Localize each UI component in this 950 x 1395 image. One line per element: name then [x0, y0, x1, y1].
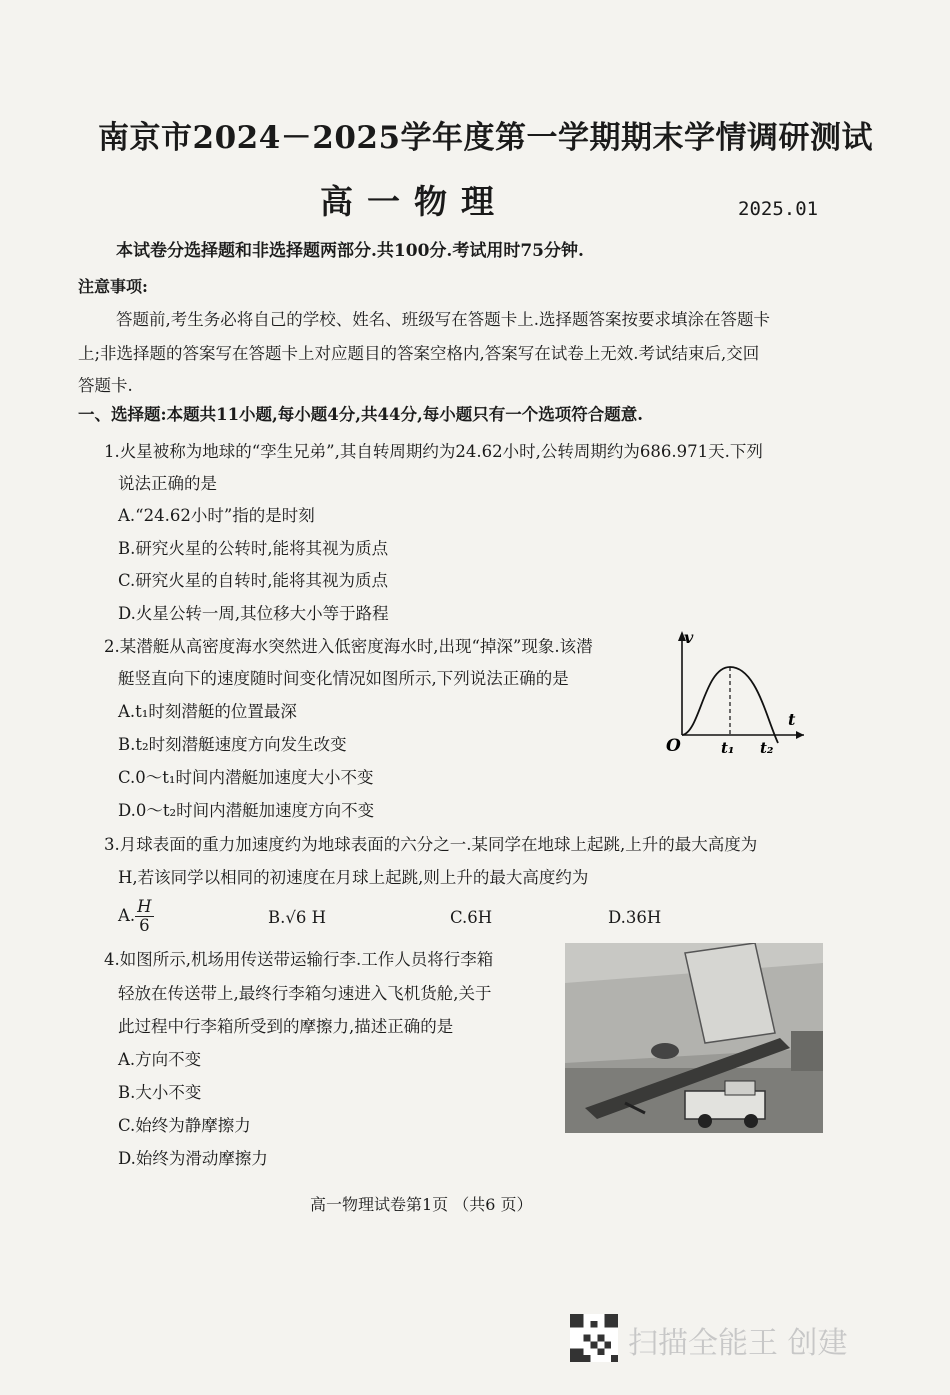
q3-option-a [118, 898, 154, 935]
t1-label: t₁ [721, 739, 735, 757]
q4-stem-line-1: 4.如图所示,机场用传送带运输行李.工作人员将行李箱 [104, 950, 494, 969]
notes-line-2: 上;非选择题的答案写在答题卡上对应题目的答案空格内,答案写在试卷上无效.考试结束后,交回 [78, 344, 760, 363]
aircraft-wheel [651, 1043, 679, 1059]
tug-wheel-front [698, 1114, 712, 1128]
q1-option-d: D.火星公转一周,其位移大小等于路程 [118, 604, 389, 623]
page-footer: 高一物理试卷第1页 （共6 页） [310, 1195, 533, 1214]
q4-option-d: D.始终为滑动摩擦力 [118, 1149, 268, 1168]
t2-label: t₂ [760, 739, 774, 757]
exam-title: 南京市2024－2025学年度第一学期期末学情调研测试 [98, 120, 874, 156]
exam-date: 2025.01 [738, 198, 819, 220]
v-label: v [684, 628, 694, 647]
q3-option-b: B.√6 H [268, 908, 327, 927]
q3-option-a-prefix: A. [118, 906, 136, 926]
fraction-denominator: 6 [139, 916, 150, 936]
q3-stem-line-2: H,若该同学以相同的初速度在月球上起跳,则上升的最大高度约为 [118, 868, 589, 887]
tug-wheel-rear [744, 1114, 758, 1128]
q1-option-c: C.研究火星的自转时,能将其视为质点 [118, 571, 389, 590]
conveyor-belt-photo [565, 943, 823, 1133]
q3-stem-line-1: 3.月球表面的重力加速度约为地球表面的六分之一.某同学在地球上起跳,上升的最大高度为 [104, 835, 758, 854]
q2-stem-line-2: 艇竖直向下的速度随时间变化情况如图所示,下列说法正确的是 [118, 669, 569, 688]
notes-line-1: 答题前,考生务必将自己的学校、姓名、班级写在答题卡上.选择题答案按要求填涂在答题卡 [116, 310, 770, 329]
q4-stem-line-2: 轻放在传送带上,最终行李箱匀速进入飞机货舱,关于 [118, 984, 492, 1003]
qr-code-icon [570, 1314, 618, 1362]
q4-option-b: B.大小不变 [118, 1083, 202, 1102]
loader-platform [791, 1031, 823, 1071]
q1-stem-line-2: 说法正确的是 [118, 474, 217, 493]
q2-option-d: D.0～t₂时间内潜艇加速度方向不变 [118, 801, 375, 820]
notes-heading: 注意事项: [78, 277, 148, 296]
q2-option-c: C.0～t₁时间内潜艇加速度大小不变 [118, 768, 374, 787]
q3-option-d: D.36H [608, 908, 662, 927]
origin-label: O [666, 736, 681, 756]
q4-stem-line-3: 此过程中行李箱所受到的摩擦力,描述正确的是 [118, 1017, 454, 1036]
q2-stem-line-1: 2.某潜艇从高密度海水突然进入低密度海水时,出现“掉深”现象.该潜 [104, 637, 593, 656]
velocity-time-graph [660, 627, 810, 757]
q3-option-c: C.6H [450, 908, 493, 927]
q4-option-a: A.方向不变 [118, 1050, 202, 1069]
section-heading: 一、选择题:本题共11小题,每小题4分,共44分,每小题只有一个选项符合题意. [78, 405, 643, 424]
scanner-watermark: 扫描全能王 创建 [628, 1326, 848, 1361]
q1-option-b: B.研究火星的公转时,能将其视为质点 [118, 539, 389, 558]
tug-cabin [725, 1081, 755, 1095]
q1-option-a: A.“24.62小时”指的是时刻 [118, 506, 315, 525]
t-axis-arrow [796, 731, 804, 739]
q4-option-c: C.始终为静摩擦力 [118, 1116, 251, 1135]
fraction-numerator: H [137, 897, 152, 916]
q2-option-a: A.t₁时刻潜艇的位置最深 [118, 702, 297, 721]
notes-line-3: 答题卡. [78, 376, 133, 395]
h-over-6-fraction [135, 898, 153, 935]
q1-stem-line-1: 1.火星被称为地球的“孪生兄弟”,其自转周期约为24.62小时,公转周期约为686.971天.下列 [104, 442, 763, 461]
t-label: t [788, 710, 796, 729]
subject-title: 高一物理 [320, 182, 508, 221]
exam-intro: 本试卷分选择题和非选择题两部分.共100分.考试用时75分钟. [116, 241, 584, 261]
q2-option-b: B.t₂时刻潜艇速度方向发生改变 [118, 735, 347, 754]
